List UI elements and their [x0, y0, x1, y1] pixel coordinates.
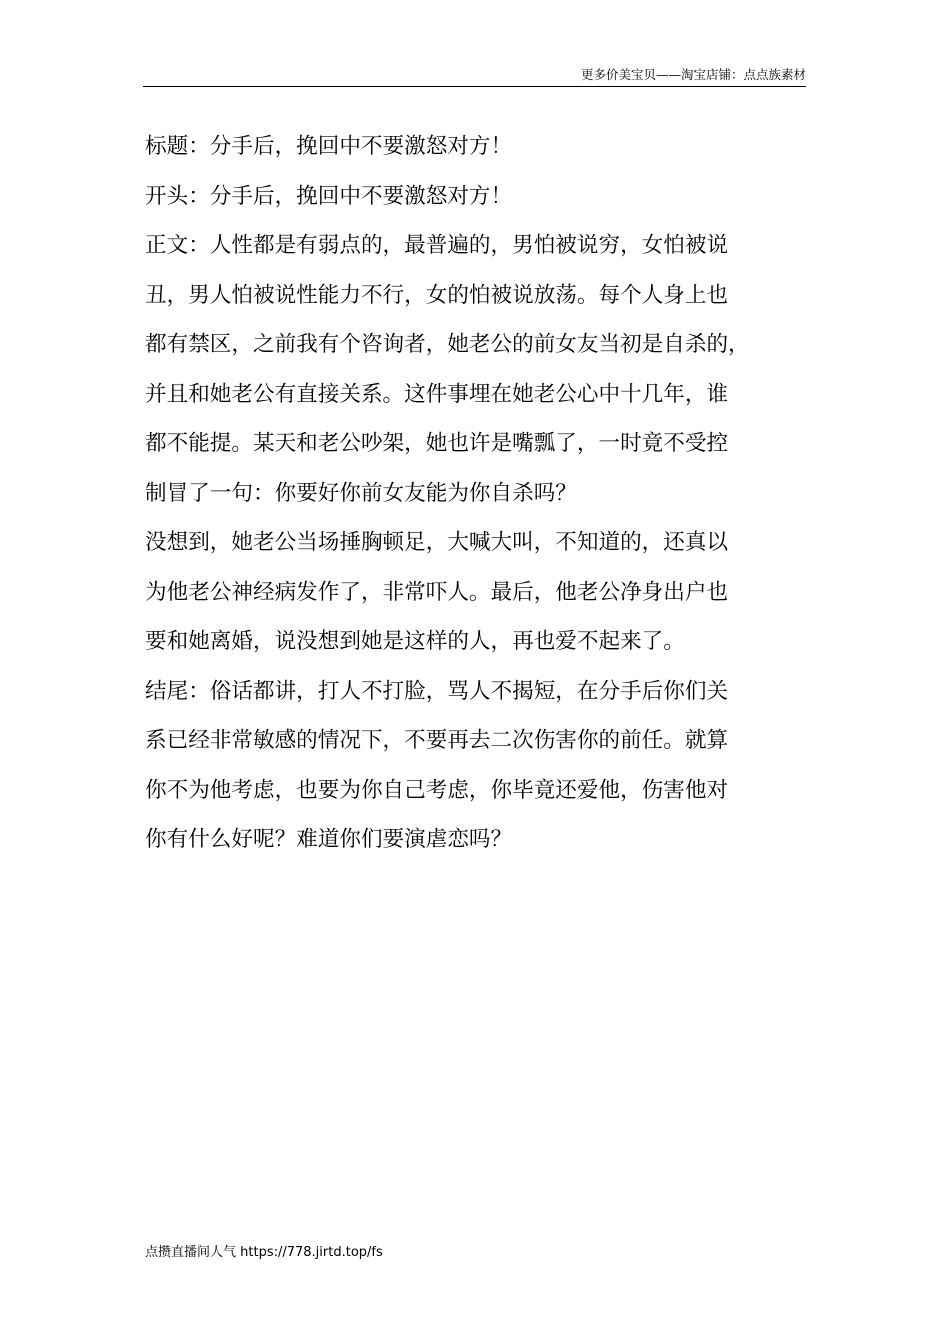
- body-line: 为他老公神经病发作了，非常吓人。最后，他老公净身出户也: [145, 579, 729, 605]
- header-text: 更多价美宝贝——淘宝店铺：点点族素材: [580, 67, 806, 82]
- body-line: 没想到，她老公当场捶胸顿足，大喊大叫，不知道的，还真以: [145, 530, 729, 555]
- body-line: 结尾：俗话都讲，打人不打脸，骂人不揭短，在分手后你们关: [145, 678, 729, 704]
- body-line: 要和她离婚，说没想到她是这样的人，再也爱不起来了。: [145, 629, 685, 654]
- document-body: [145, 122, 810, 865]
- body-line: 都不能提。某天和老公吵架，她也许是嘴瓢了，一时竟不受控: [145, 431, 729, 456]
- body-line: 你不为他考虑，也要为你自己考虑，你毕竟还爱他，伤害他对: [145, 777, 729, 803]
- body-line: 制冒了一句：你要好你前女友能为你自杀吗？: [145, 480, 577, 506]
- body-line: 系已经非常敏感的情况下，不要再去二次伤害你的前任。就算: [145, 728, 729, 753]
- body-line: 开头：分手后，挽回中不要激怒对方！: [145, 183, 513, 209]
- body-line: 标题：分手后，挽回中不要激怒对方！: [145, 134, 513, 159]
- body-line: 丑，男人怕被说性能力不行，女的怕被说放荡。每个人身上也: [145, 282, 729, 308]
- body-line: 都有禁区，之前我有个咨询者，她老公的前女友当初是自杀的，: [145, 332, 750, 357]
- page-footer: 点攒直播间人气 https://778.jirtd.top/fs: [145, 1245, 383, 1260]
- page-header: [143, 64, 806, 87]
- body-line: 正文：人性都是有弱点的，最普遍的，男怕被说穷，女怕被说: [145, 233, 729, 258]
- body-line: 你有什么好呢？难道你们要演虐恋吗？: [145, 827, 513, 852]
- body-line: 并且和她老公有直接关系。这件事埋在她老公心中十几年，谁: [145, 381, 729, 407]
